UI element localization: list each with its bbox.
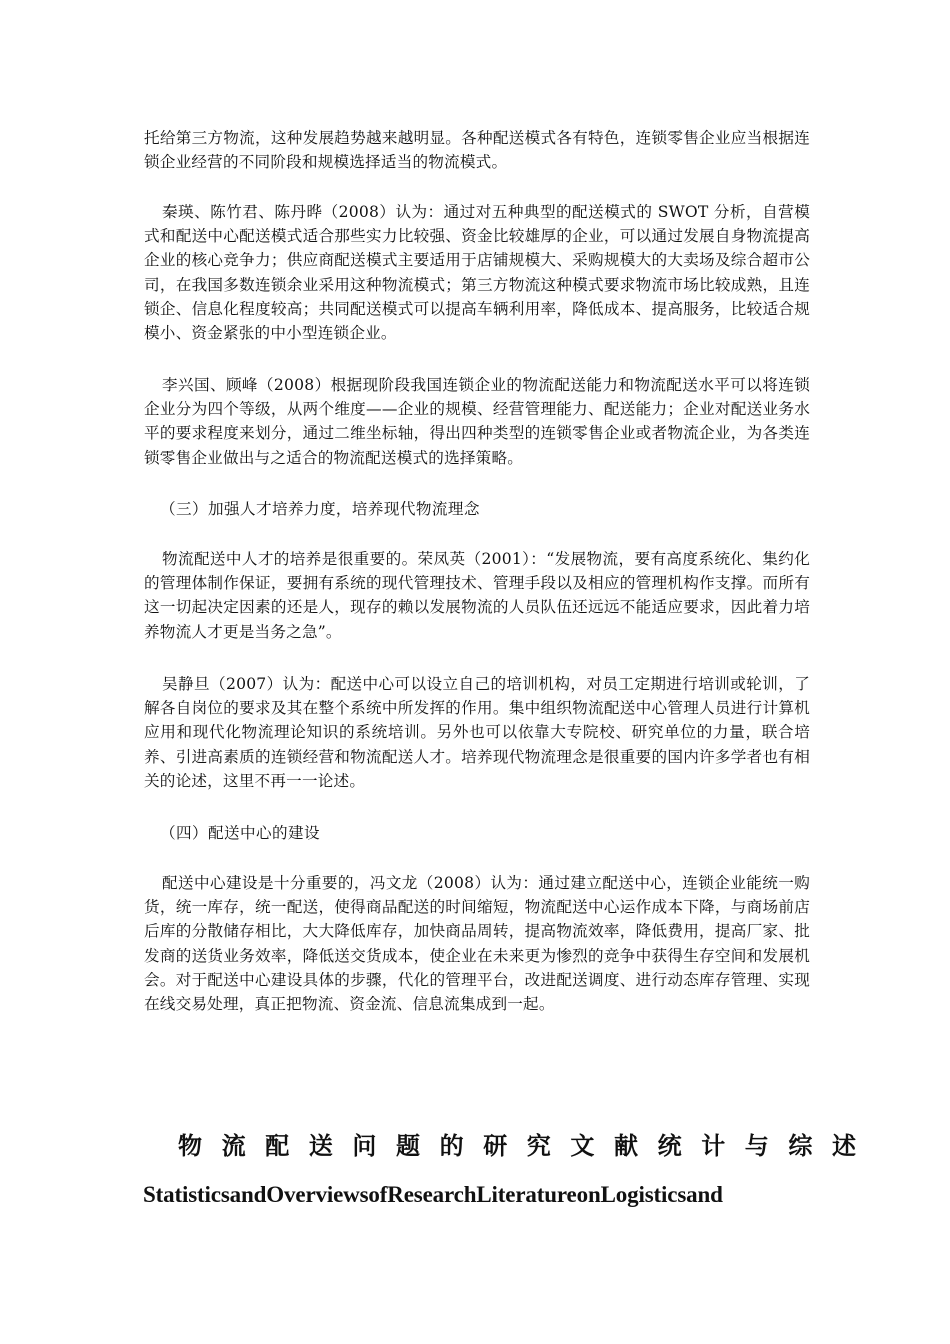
paragraph-wu-jingdan: 吴静旦（2007）认为：配送中心可以设立自己的培训机构，对员工定期进行培训或轮训，了解各自岗位的要求及其在整个系统中所发挥的作用。集中组织物流配送中心管理人员进行计算机应用和现代化物流理论知识的系统培训。另外也可以依靠大专院校、研究单位的力量，联合培养、引进高素质的连锁经营和物流配送人才。培养现代物流理念是很重要的国内许多学者也有相关的论述，这里不再一一论述。 (144, 675, 810, 790)
paragraph-qin-ying: 秦瑛、陈竹君、陈丹晔（2008）认为：通过对五种典型的配送模式的 SWOT 分析，自营模式和配送中心配送模式适合那些实力比较强、资金比较雄厚的企业，可以通过发展自身物流提高企业的核心竞争力；供应商配送模式主要适用于店铺规模大、采购规模大的大卖场及综合超市公司，在我国多数连锁余业采用这种物流模式；第三方物流这种模式要求物流市场比较成熟，且连锁企、信息化程度较高；共同配送模式可以提高车辆利用率，降低成本、提高服务，比较适合规模小、资金紧张的中小型连锁企业。 (144, 203, 810, 343)
paragraph-feng-wenlong: 配送中心建设是十分重要的，冯文龙（2008）认为：通过建立配送中心，连锁企业能统一购货，统一库存，统一配送，使得商品配送的时间缩短，物流配送中心运作成本下降，与商场前店后库的分散储存相比，大大降低库存，加快商品周转，提高物流效率，降低费用，提高厂家、批发商的送货业务效率，降低送交货成本，使企业在未来更为惨烈的竞争中获得生存空间和发展机会。对于配送中心建设具体的步骤，代化的管理平台，改进配送调度、进行动态库存管理、实现在线交易处理，真正把物流、资金流、信息流集成到一起。 (144, 874, 810, 1014)
paragraph-li-xingguo: 李兴国、顾峰（2008）根据现阶段我国连锁企业的物流配送能力和物流配送水平可以将连锁企业分为四个等级，从两个维度——企业的规模、经营管理能力、配送能力；企业对配送业务水平的要求程度来划分，通过二维坐标轴，得出四种类型的连锁零售企业或者物流企业，为各类连锁零售企业做出与之适合的物流配送模式的选择策略。 (144, 376, 810, 467)
section-heading-talent: （三）加强人才培养力度，培养现代物流理念 (160, 500, 480, 518)
section-heading-distribution-center: （四）配送中心的建设 (160, 824, 320, 842)
chinese-title: 物流配送问题的研究文献统计与综述 (178, 1131, 876, 1160)
english-title: StatisticsandOverviewsofResearchLiteratureonLogisticsand (143, 1182, 723, 1207)
paragraph-rong-fengying: 物流配送中人才的培养是很重要的。荣凤英（2001）：“发展物流，要有高度系统化、集约化的管理体制作保证，要拥有系统的现代管理技术、管理手段以及相应的管理机构作支撑。而所有这一切起决定因素的还是人，现存的赖以发展物流的人员队伍还远远不能适应要求，因此着力培养物流人才更是当务之急”。 (144, 550, 810, 641)
paragraph-continuation: 托给第三方物流，这种发展趋势越来越明显。各种配送模式各有特色，连锁零售企业应当根据连锁企业经营的不同阶段和规模选择适当的物流模式。 (144, 129, 810, 172)
